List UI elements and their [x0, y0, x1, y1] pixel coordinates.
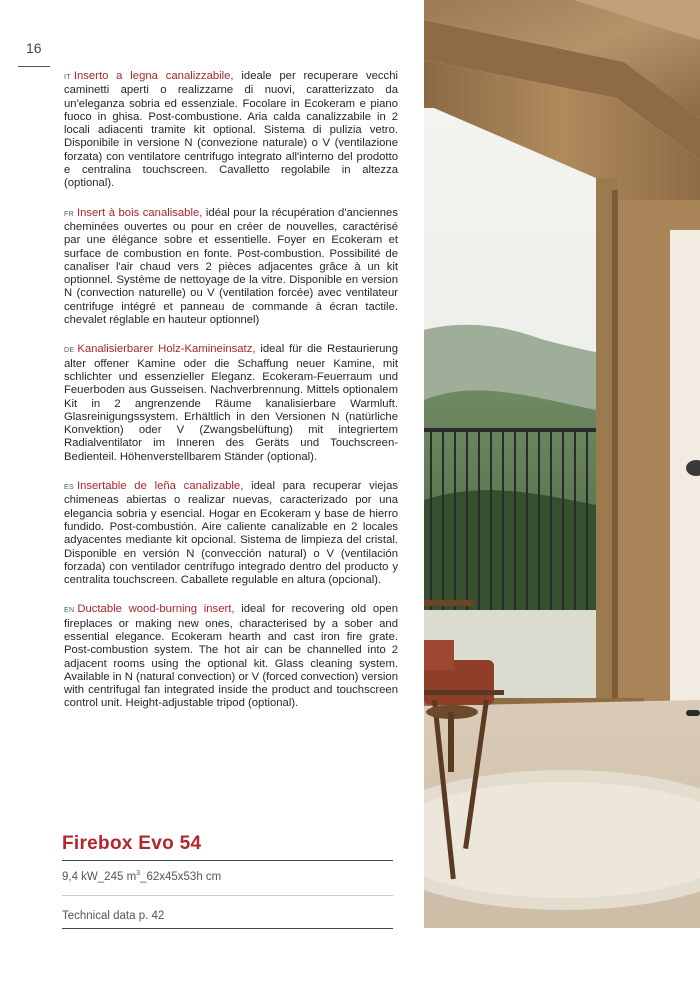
- paragraph-es: [64, 480, 398, 587]
- lang-code: IT: [64, 74, 71, 81]
- paragraph-body: ideal for recovering old open fireplaces or making new ones, characterised by a sober and essential elegance. Ecokeram hearth and cast iron fire grate. Post-combustion system. The hot air can be channelled into 2 adjacent rooms using the optional kit. Glass cleaning system. Available in N (natural convection) or V (forced convection) version with centrifugal fan integrated inside the product and touchscreen control unit. Height-adjustable tripod (optional).: [64, 603, 398, 710]
- specs-size: _62x45x53h cm: [140, 870, 222, 883]
- specs-rule: [62, 895, 393, 896]
- product-specs: [62, 870, 221, 883]
- paragraph-body: ideal für die Restaurierung alter offener Kamine oder die Schaffung neuer Kamine, mit schlichter und essenzieller Eleganz. Ecokeram-Feuerraum und Feuerboden aus Gusseisen. Nachverbrennung. Mittels optionalem Kit in 2 angrenzende Räume kanalisierbare Warmluft. Glasreinigungssystem. Erhältlich in den Versionen N (natürliche Konvektion) oder V (Zwangsbelüftung) mit integriertem Radialventilator im Inneren des Geräts und Touchscreen-Bedienteil. Höhenverstellbarem Ständer (optional).: [64, 343, 398, 463]
- lang-code: ES: [64, 484, 74, 492]
- specs-superscript: 3: [136, 870, 141, 877]
- bottom-rule: [62, 928, 393, 929]
- lang-code: DE: [64, 347, 75, 355]
- specs-power: 9,4 kW_245 m: [62, 870, 137, 883]
- page-number: 16: [26, 40, 42, 56]
- paragraph-it: [64, 70, 398, 191]
- paragraph-lead: Kanalisierbarer Holz-Kamineinsatz,: [77, 343, 256, 356]
- page-number-rule: [18, 66, 50, 67]
- paragraph-de: [64, 343, 398, 464]
- paragraph-fr: [64, 207, 398, 328]
- product-title: Firebox Evo 54: [62, 833, 202, 854]
- paragraph-en: [64, 603, 398, 710]
- paragraph-lead: Ductable wood-burning insert,: [77, 603, 235, 616]
- title-rule: [62, 860, 393, 861]
- paragraph-lead: Inserto a legna canalizzabile,: [73, 70, 234, 82]
- paragraph-lead: Insertable de leña canalizable,: [76, 480, 244, 493]
- interior-photo: [424, 0, 700, 928]
- technical-data-link[interactable]: Technical data p. 42: [62, 910, 165, 922]
- lang-code: EN: [64, 607, 75, 615]
- paragraph-body: ideale per recuperare vecchi caminetti aperti o realizzarne di nuovi, caratterizzato da un'eleganza sobria ed essenziale. Focolare in Ecokeram e piano fuoco in ghisa. Post-combustione. Aria calda canalizzabile in 2 locali adiacenti tramite kit optional. Sistema di pulizia vetro. Disponibile in versione N (convezione naturale) o V (ventilazione forzata) con ventilatore centrifugo integrato all'interno del prodotto e centralina touchscreen. Cavalletto regolabile in altezza (optional).: [64, 70, 398, 190]
- paragraph-lead: Insert à bois canalisable,: [76, 206, 203, 219]
- paragraph-body: idéal pour la récupération d'anciennes cheminées ouvertes ou pour en créer de nouvelles, caractérisé par une élégance sobre et essentielle. Foyer en Ecokeram et surface de combustion en fonte. Post-combustion. Possibilité de canaliser l'air chaud vers 2 pièces adjacentes grâce à un kit optionnel. Système de nettoyage de la vitre. Disponible en version N (convection naturelle) ou V (ventilation forcée) avec ventilateur centrifuge intégré et panneau de commande à écran tactile. chevalet réglable en hauteur optionnel): [64, 206, 398, 327]
- paragraph-body: ideal para recuperar viejas chimeneas abiertas o realizar nuevas, caracterizado por una elegancia sobria y esencial. Hogar en Ecokeram y base de hierro fundido. Post-combustión. Aire caliente canalizable en 2 locales adyacentes mediante kit opcional. Sistema de limpieza del cristal. Disponible en versión N (convección natural) o V (ventilación forzada) con ventilador centrífugo integrado dentro del producto y centralita touchscreen. Caballete regulable en altura (opcional).: [64, 480, 398, 587]
- description-column: [64, 70, 398, 727]
- lang-code: FR: [64, 210, 74, 218]
